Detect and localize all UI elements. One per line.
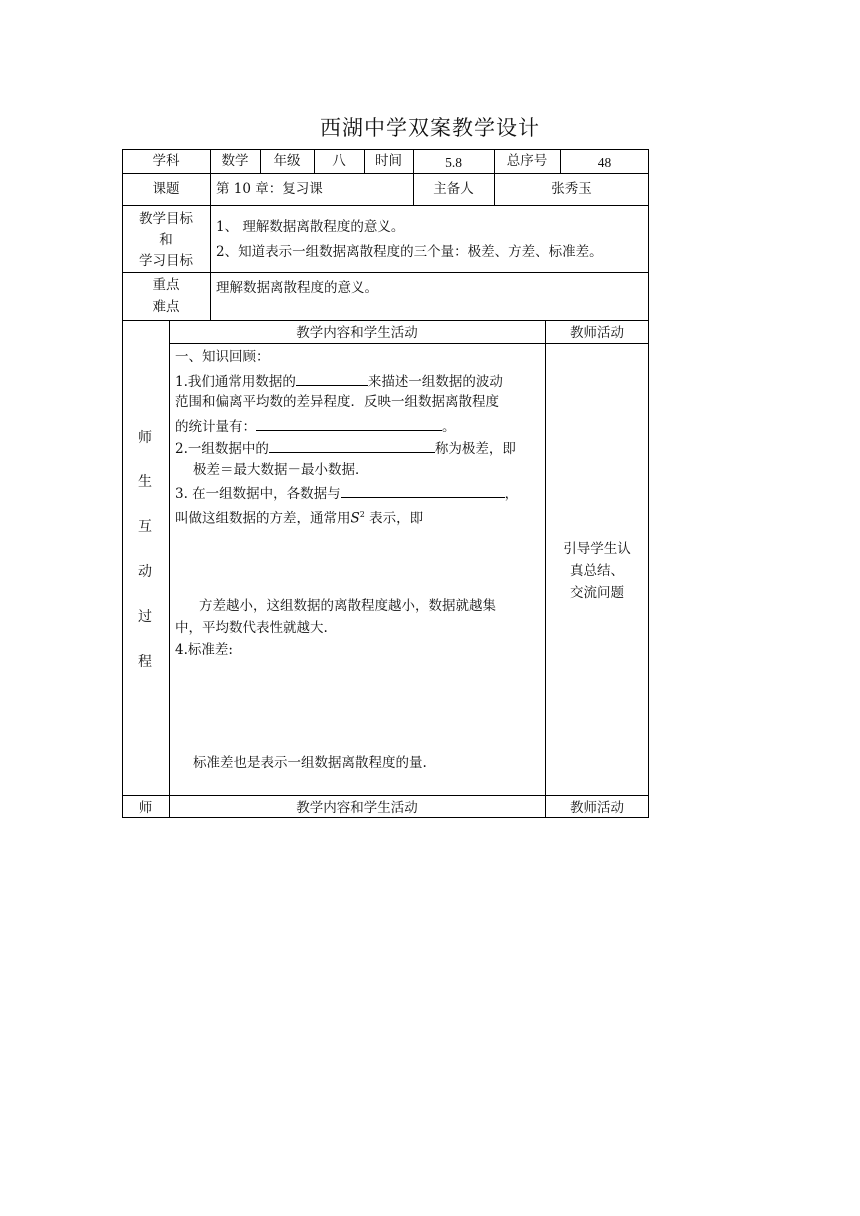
row-divider <box>122 795 649 796</box>
variance-exponent: 2 <box>359 510 365 519</box>
question-text: 叫做这组数据的方差，通常用 <box>175 510 351 527</box>
variance-symbol: S <box>350 510 360 527</box>
side-label-char: 动 <box>138 564 152 580</box>
side-label-char: 生 <box>138 474 152 490</box>
teacher-activity: 真总结、 <box>570 563 624 579</box>
goal-item: 1、 理解数据离散程度的意义。 <box>216 219 405 235</box>
variance-note: 方差越小，这组数据的离散程度越小，数据就越集 <box>199 598 496 614</box>
row-divider <box>122 205 649 206</box>
question-text: 。 <box>442 419 456 435</box>
footer-side-char: 师 <box>138 800 153 816</box>
row-divider <box>169 343 649 344</box>
content-column-header: 教学内容和学生活动 <box>296 325 418 341</box>
answer-blank <box>296 371 368 386</box>
preparer-label: 主备人 <box>433 181 474 197</box>
variance-note-line-2: 中，平均数代表性就越大. <box>175 620 328 636</box>
keypoints-content: 理解数据离散程度的意义。 <box>216 280 378 296</box>
answer-blank <box>256 416 442 431</box>
row-divider <box>122 320 649 321</box>
topic-label: 课题 <box>152 181 180 197</box>
question-text: 的统计量有： <box>175 419 256 435</box>
std-note: 标准差也是表示一组数据离散程度的量. <box>193 755 427 771</box>
teacher-activity: 交流问题 <box>570 585 624 601</box>
grade-value: 八 <box>332 153 346 169</box>
question-text: 1.我们通常用数据的 <box>175 374 296 390</box>
goals-label: 学习目标 <box>139 253 193 269</box>
time-value: 5.8 <box>445 155 462 170</box>
footer-content-header: 教学内容和学生活动 <box>296 800 418 816</box>
col-divider <box>210 173 211 205</box>
side-label-char: 师 <box>138 430 152 446</box>
question-text: 来描述一组数据的波动 <box>367 374 503 390</box>
question-text: 称为极差，即 <box>434 441 516 457</box>
question-1-line-2: 范围和偏离平均数的差异程度．反映一组数据离散程度 <box>175 394 499 410</box>
question-text: ， <box>504 486 519 502</box>
topic-value: 第 10 章：复习课 <box>216 181 323 197</box>
row-divider <box>122 173 649 174</box>
goals-label: 教学目标 <box>139 211 193 227</box>
col-divider <box>210 205 211 320</box>
sequence-label: 总序号 <box>506 153 548 169</box>
teacher-column-header: 教师活动 <box>570 325 624 341</box>
question-1 <box>175 371 503 391</box>
preparer-value: 张秀玉 <box>551 181 592 197</box>
sequence-value: 48 <box>597 155 612 170</box>
side-label-char: 程 <box>138 654 152 670</box>
question-text: 3. 在一组数据中，各数据与 <box>175 486 341 502</box>
time-label: 时间 <box>375 153 402 169</box>
review-title: 一、知识回顾： <box>175 349 270 365</box>
question-text: 2.一组数据中的 <box>175 441 269 457</box>
side-label-char: 互 <box>138 519 152 535</box>
col-divider <box>169 320 170 818</box>
answer-blank <box>269 438 435 453</box>
answer-blank <box>341 483 505 498</box>
question-3-line-2 <box>175 506 423 528</box>
row-divider <box>122 272 649 273</box>
subject-label: 学科 <box>152 153 180 169</box>
page-title: 西湖中学双案教学设计 <box>320 116 540 140</box>
footer-teacher-header: 教师活动 <box>570 800 624 816</box>
question-2 <box>175 438 516 458</box>
goal-item: 2、知道表示一组数据离散程度的三个量：极差、方差、标准差。 <box>216 244 603 260</box>
question-text: 表示，即 <box>364 510 424 527</box>
question-3 <box>175 483 518 503</box>
side-label-char: 过 <box>138 609 152 625</box>
question-4: 4.标准差: <box>175 642 233 658</box>
goals-label: 和 <box>159 232 173 248</box>
question-2-line-2: 极差＝最大数据－最小数据． <box>193 462 369 478</box>
grade-label: 年级 <box>273 153 301 169</box>
question-1-line-3 <box>175 416 456 436</box>
keypoints-label: 难点 <box>152 299 180 315</box>
subject-value: 数学 <box>221 153 249 169</box>
teacher-activity: 引导学生认 <box>563 541 631 557</box>
keypoints-label: 重点 <box>152 277 180 293</box>
